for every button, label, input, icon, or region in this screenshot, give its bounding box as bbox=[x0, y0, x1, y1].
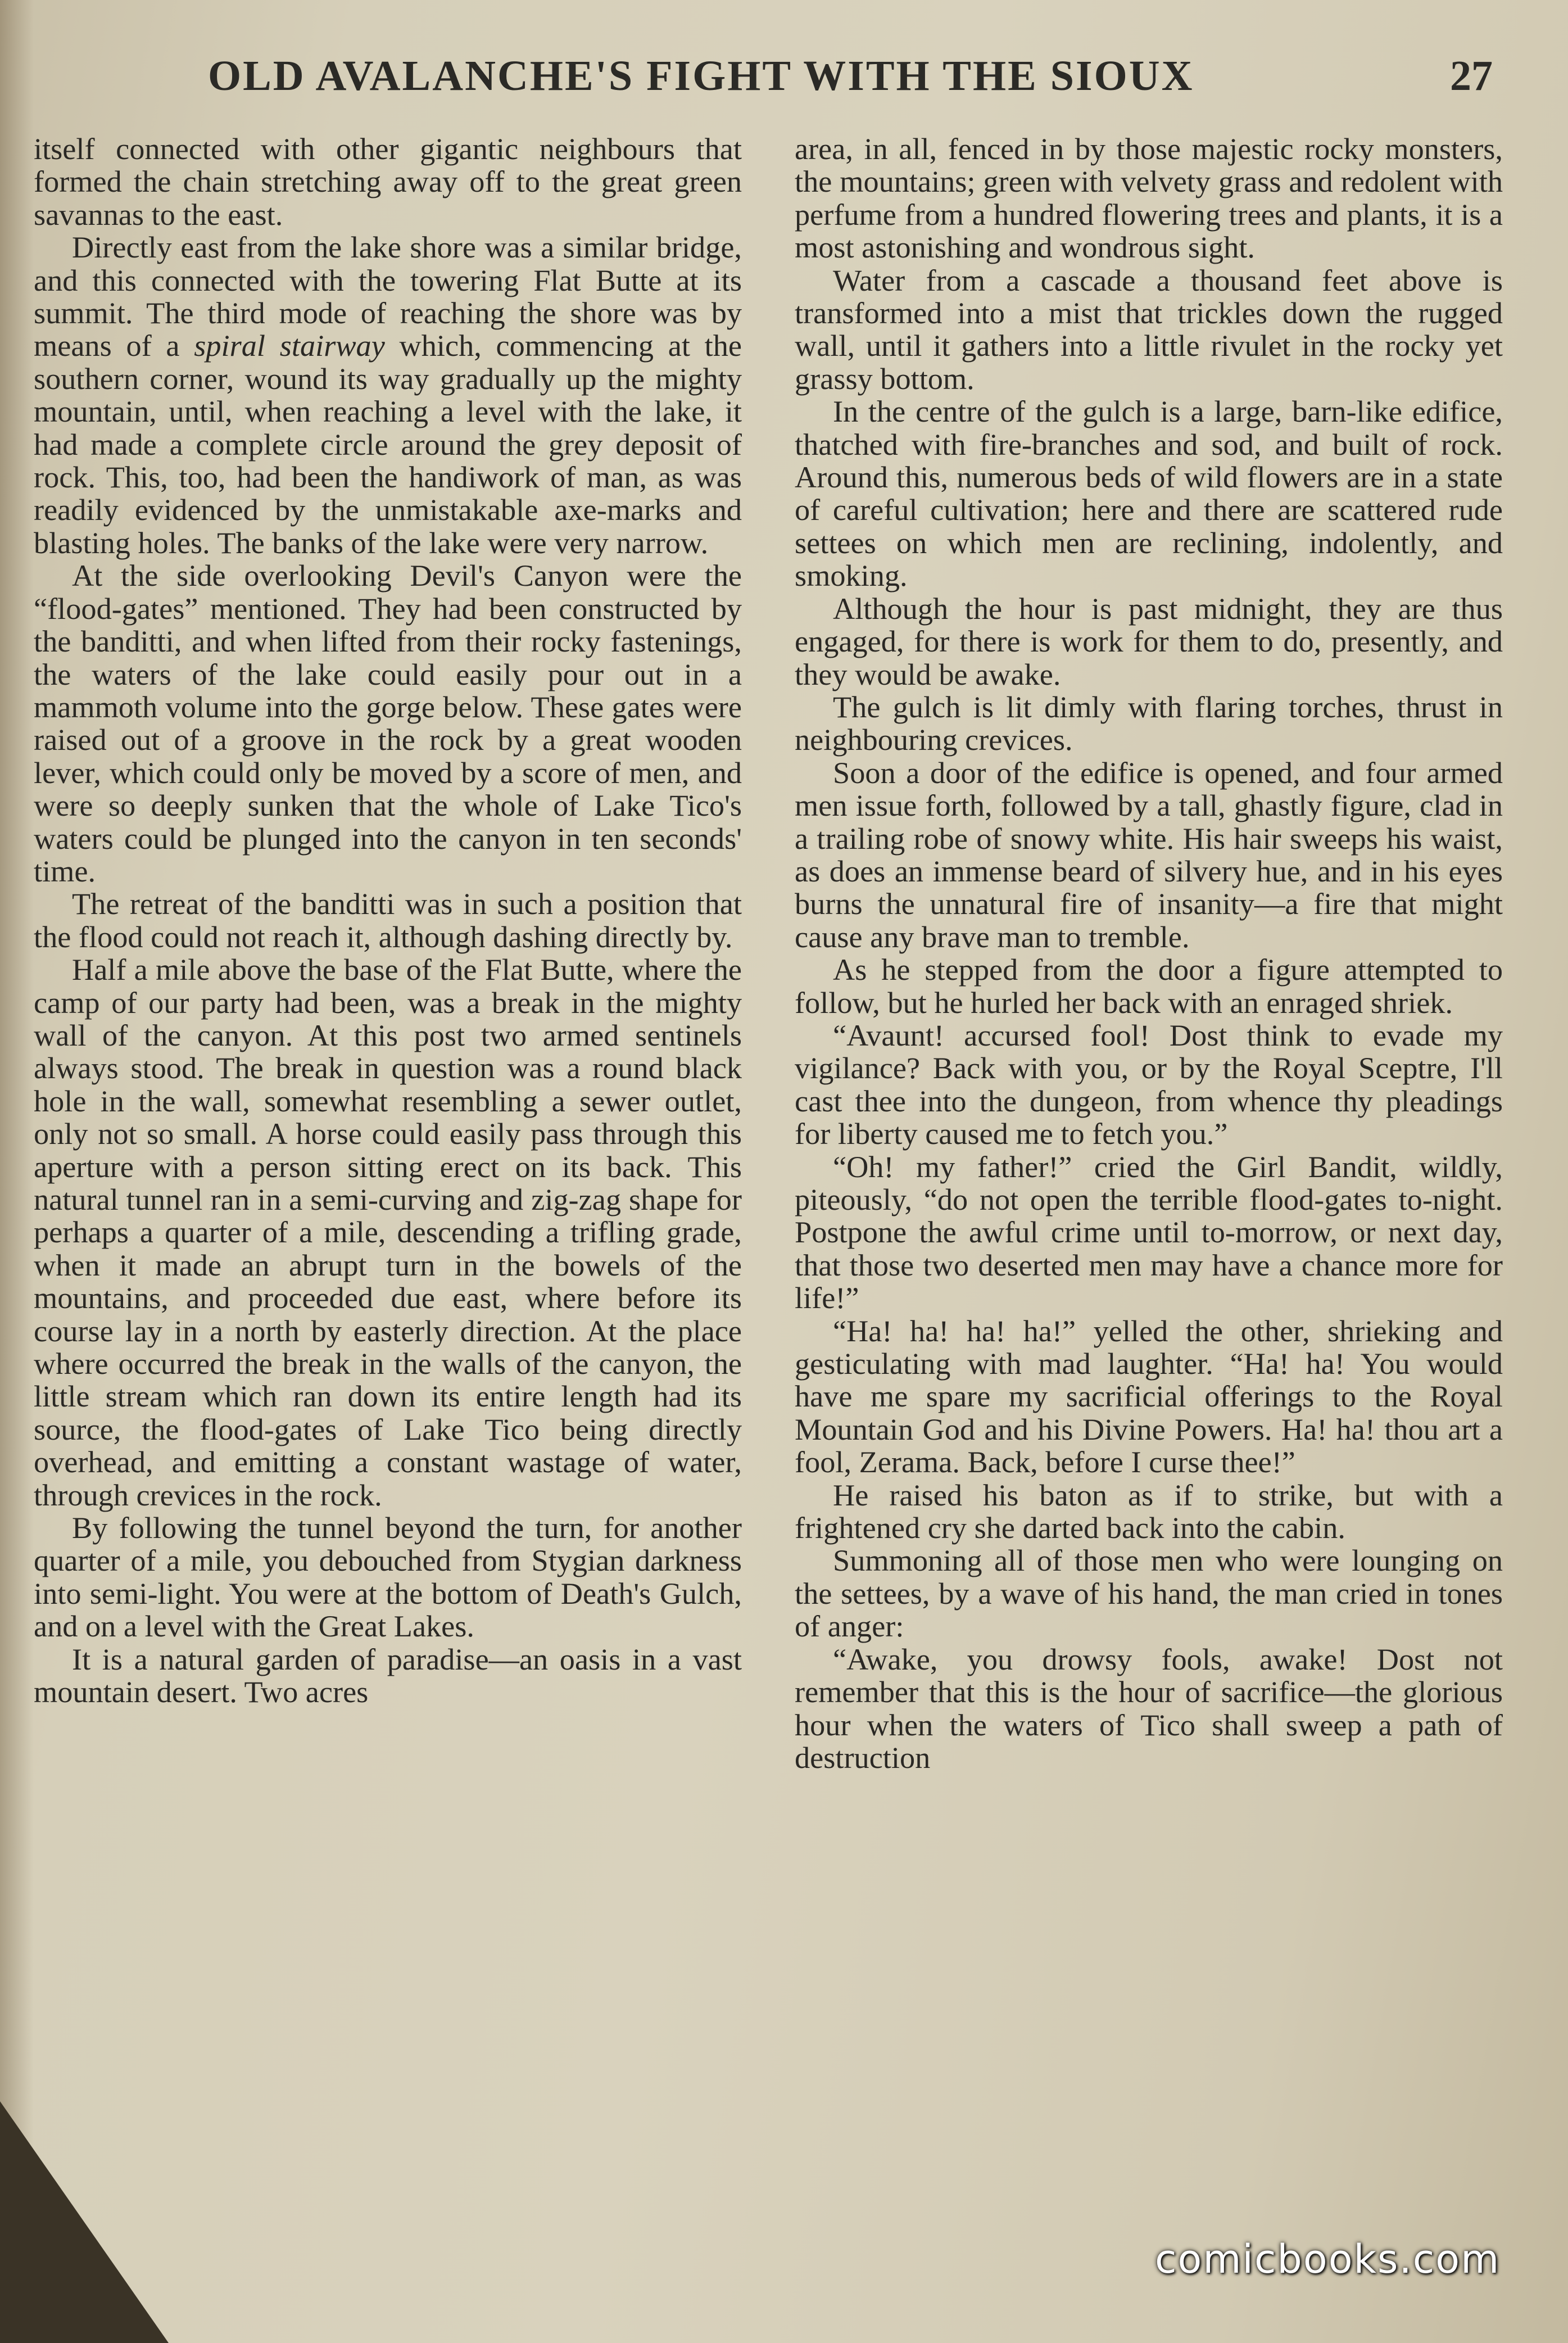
paragraph: The gulch is lit dimly with flaring torches, thrust in neighbouring crevices. bbox=[795, 690, 1503, 757]
paragraph: It is a natural garden of paradise—an oasis in a vast mountain desert. Two acres bbox=[34, 1642, 742, 1709]
paragraph: Summoning all of those men who were lounging on the settees, by a wave of his hand, the man cried in tones of anger: bbox=[795, 1544, 1503, 1644]
site-watermark: comicbooks.com bbox=[1155, 2236, 1501, 2282]
paragraph: “Oh! my father!” cried the Girl Bandit, wildly, piteously, “do not open the terrible flood-gates to-night. Postpone the awful crime until to-morrow, or next day, that those two deserted men may have a chance more for life!” bbox=[795, 1150, 1503, 1315]
left-column bbox=[34, 133, 742, 1709]
right-column bbox=[795, 133, 1503, 1774]
paragraph: “Avaunt! accursed fool! Dost think to evade my vigilance? Back with you, or by the Royal Sceptre, I'll cast thee into the dungeon, from whence thy pleadings for liberty caused me to fetch you.” bbox=[795, 1018, 1503, 1151]
paragraph: Half a mile above the base of the Flat Butte, where the camp of our party had been, was a break in the mighty wall of the canyon. At this post two armed sentinels always stood. The break in question was a round black hole in the wall, somewhat resembling a sewer outlet, only not so small. A horse could easily pass through this aperture with a person sitting erect on its back. This natural tunnel ran in a semi-curving and zig-zag shape for perhaps a quarter of a mile, descending a trifling grade, when it made an abrupt turn in the bowels of the mountains, and proceeded due east, where before its course lay in a north by easterly direction. At the place where occurred the break in the walls of the canyon, the little stream which ran down its entire length had its source, the flood-gates of Lake Tico being directly overhead, and emitting a constant wastage of water, through crevices in the rock. bbox=[34, 953, 742, 1512]
paragraph: “Awake, you drowsy fools, awake! Dost not remember that this is the hour of sacrifice—the glorious hour when the waters of Tico shall sweep a path of destruction bbox=[795, 1642, 1503, 1775]
paragraph: At the side overlooking Devil's Canyon were the “flood-gates” mentioned. They had been constructed by the banditti, and when lifted from their rocky fastenings, the waters of the lake could easily pour out in a mammoth volume into the gorge below. These gates were raised out of a groove in the rock by a great wooden lever, which could only be moved by a score of men, and were so deeply sunken that the whole of Lake Tico's waters could be plunged into the canyon in ten seconds' time. bbox=[34, 559, 742, 888]
paragraph: He raised his baton as if to strike, but with a frightened cry she darted back into the cabin. bbox=[795, 1478, 1503, 1545]
paragraph: Water from a cascade a thousand feet above is transformed into a mist that trickles down the rugged wall, until it gathers into a little rivulet in the rocky yet grassy bottom. bbox=[795, 263, 1503, 396]
paragraph: The retreat of the banditti was in such a position that the flood could not reach it, although dashing directly by. bbox=[34, 887, 742, 954]
italic-phrase: spiral stairway bbox=[194, 329, 385, 363]
paragraph: In the centre of the gulch is a large, barn-like edifice, thatched with fire-branches and sod, and built of rock. Around this, numerous beds of wild flowers are in a state of careful cultivation; here and there are scattered rude settees on which men are reclining, indolently, and smoking. bbox=[795, 395, 1503, 593]
paragraph: As he stepped from the door a figure attempted to follow, but he hurled her back with an enraged shriek. bbox=[795, 953, 1503, 1020]
running-head-title: OLD AVALANCHE'S FIGHT WITH THE SIOUX bbox=[208, 52, 1194, 99]
paragraph: Soon a door of the edifice is opened, and four armed men issue forth, followed by a tall, ghastly figure, clad in a trailing robe of snowy white. His hair sweeps his waist, as does an immense beard of silvery hue, and in his eyes burns the unnatural fire of insanity—a fire that might cause any brave man to tremble. bbox=[795, 756, 1503, 954]
paragraph bbox=[34, 231, 742, 559]
paragraph: area, in all, fenced in by those majestic rocky monsters, the mountains; green with velvety grass and redolent with perfume from a hundred flowering trees and plants, it is a most astonishing and wondrous sight. bbox=[795, 132, 1503, 265]
torn-page-corner bbox=[0, 2101, 169, 2343]
paragraph: By following the tunnel beyond the turn, for another quarter of a mile, you debouched from Stygian darkness into semi-light. You were at the bottom of Death's Gulch, and on a level with the Great Lakes. bbox=[34, 1511, 742, 1644]
paragraph-text: which, commencing at the southern corner, wound its way gradually up the mighty mountain, until, when reaching a level with the lake, it had made a complete circle around the grey deposit of rock. This, too, had been the handiwork of man, as was readily evidenced by the unmistakable axe-marks and blasting holes. The banks of the lake were very narrow. bbox=[34, 329, 742, 560]
page-number: 27 bbox=[1450, 52, 1493, 99]
paragraph: Although the hour is past midnight, they are thus engaged, for there is work for them to do, presently, and they would be awake. bbox=[795, 591, 1503, 691]
paragraph: “Ha! ha! ha! ha!” yelled the other, shrieking and gesticulating with mad laughter. “Ha! ha! You would have me spare my sacrificial offerings to the Royal Mountain God and his Divine Powers. Ha! ha! thou art a fool, Zerama. Back, before I curse thee!” bbox=[795, 1314, 1503, 1480]
paragraph-text: Directly east from the lake shore was a similar bridge, and this connected with the towering Flat Butte at its summit. The third mode of reaching the shore was by means of a bbox=[34, 230, 742, 363]
paragraph: itself connected with other gigantic neighbours that formed the chain stretching away off to the great green savannas to the east. bbox=[34, 132, 742, 232]
